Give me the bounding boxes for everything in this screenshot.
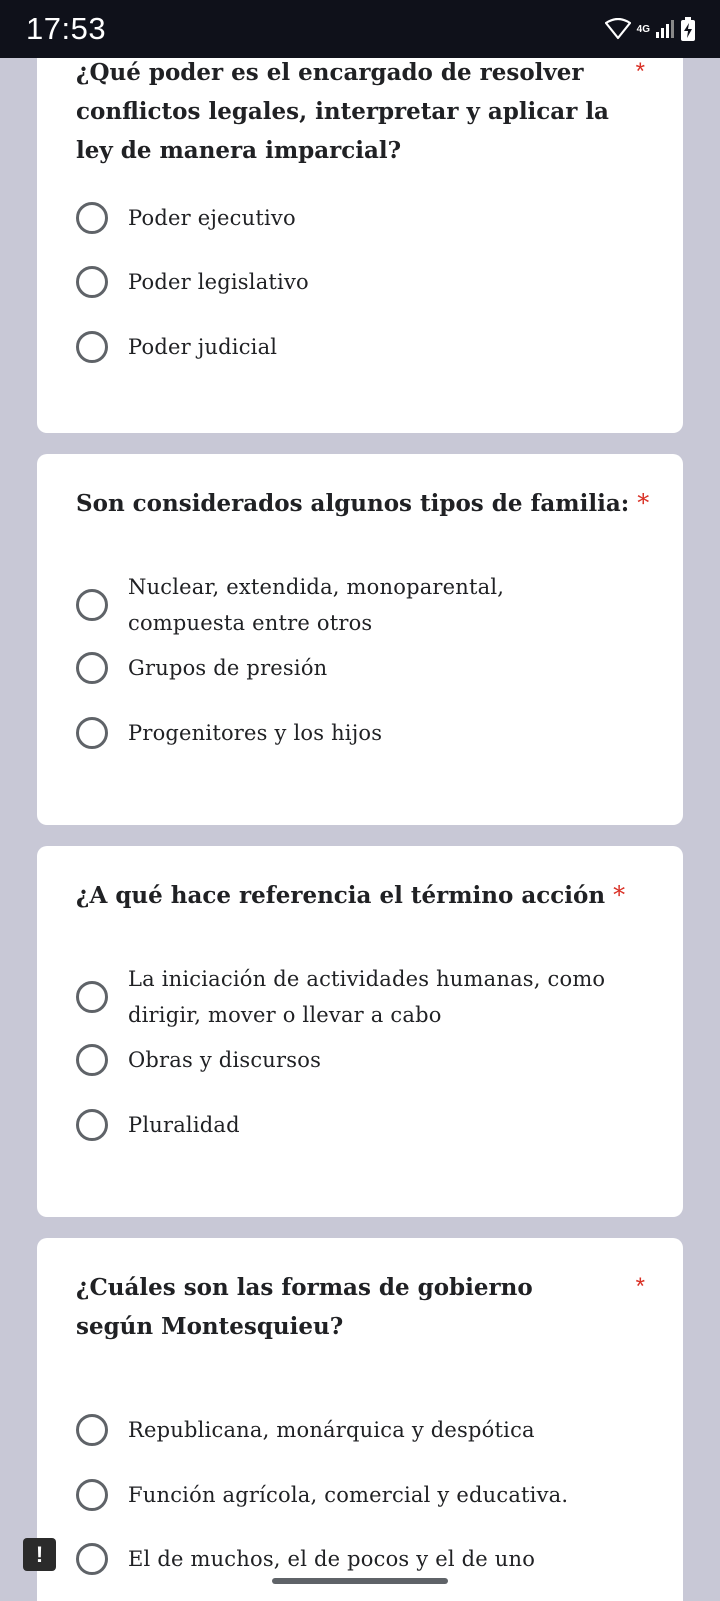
option-obras-y-discursos[interactable] [76,1042,643,1078]
option-label: Grupos de presión [128,656,328,680]
radio-button[interactable] [76,1044,108,1076]
status-icons [605,17,696,41]
signal-icon [656,20,674,38]
radio-button[interactable] [76,981,108,1013]
option-progenitores-y-hijos[interactable] [76,715,643,751]
option-nuclear-extendida[interactable] [76,569,643,641]
question-title-text: ¿Cuáles son las formas de gobierno según Montesquieu? [76,1274,533,1340]
radio-button[interactable] [76,1109,108,1141]
option-iniciacion-actividades[interactable] [76,961,643,1033]
radio-button[interactable] [76,266,108,298]
question-title [76,484,653,523]
question-title [76,1268,617,1346]
option-label: Pluralidad [128,1113,240,1137]
option-republicana-monarquica[interactable] [76,1412,643,1448]
required-star: * [635,1273,645,1300]
status-time: 17:53 [26,11,107,46]
option-label: La iniciación de actividades humanas, como dirigir, mover o llevar a cabo [128,967,606,1027]
option-label: Progenitores y los hijos [128,721,383,745]
question-title-text: ¿Qué poder es el encargado de resolver conflictos legales, interpretar y aplicar la ley de manera imparcial? [76,59,609,164]
network-type-label: 4G [636,23,650,35]
option-label: Poder ejecutivo [128,206,296,230]
radio-button[interactable] [76,589,108,621]
radio-button[interactable] [76,717,108,749]
status-bar [0,0,720,58]
option-poder-legislativo[interactable] [76,264,643,300]
option-label: El de muchos, el de pocos y el de uno [128,1547,536,1571]
option-label: Poder legislativo [128,270,309,294]
battery-charging-icon [680,17,696,41]
radio-button[interactable] [76,331,108,363]
required-star: * [637,489,650,517]
option-label: Republicana, monárquica y despótica [128,1418,535,1442]
question-title-text: Son considerados algunos tipos de familia: [76,490,630,517]
option-label: Función agrícola, comercial y educativa. [128,1483,569,1507]
question-card-2 [37,454,683,825]
radio-button[interactable] [76,202,108,234]
wifi-icon [605,18,631,40]
radio-button[interactable] [76,1543,108,1575]
feedback-button[interactable] [23,1538,56,1571]
option-muchos-pocos-uno[interactable] [76,1541,643,1577]
option-grupos-de-presion[interactable] [76,650,643,686]
radio-button[interactable] [76,1479,108,1511]
option-label: Nuclear, extendida, monoparental, compuesta entre otros [128,575,505,635]
question-card-3 [37,846,683,1217]
required-star: * [613,881,626,909]
option-pluralidad[interactable] [76,1107,643,1143]
option-poder-ejecutivo[interactable] [76,200,643,236]
question-card-4 [37,1238,683,1601]
required-star: * [635,58,645,85]
question-title-text: ¿A qué hace referencia el término acción [76,882,606,909]
option-label: Obras y discursos [128,1048,322,1072]
question-title [76,53,617,170]
question-title [76,876,653,915]
option-label: Poder judicial [128,335,278,359]
option-poder-judicial[interactable] [76,329,643,365]
radio-button[interactable] [76,652,108,684]
option-funcion-agricola[interactable] [76,1477,643,1513]
radio-button[interactable] [76,1414,108,1446]
home-indicator[interactable] [272,1578,448,1584]
exclamation-icon: ! [35,1541,44,1567]
question-card-1 [37,0,683,433]
